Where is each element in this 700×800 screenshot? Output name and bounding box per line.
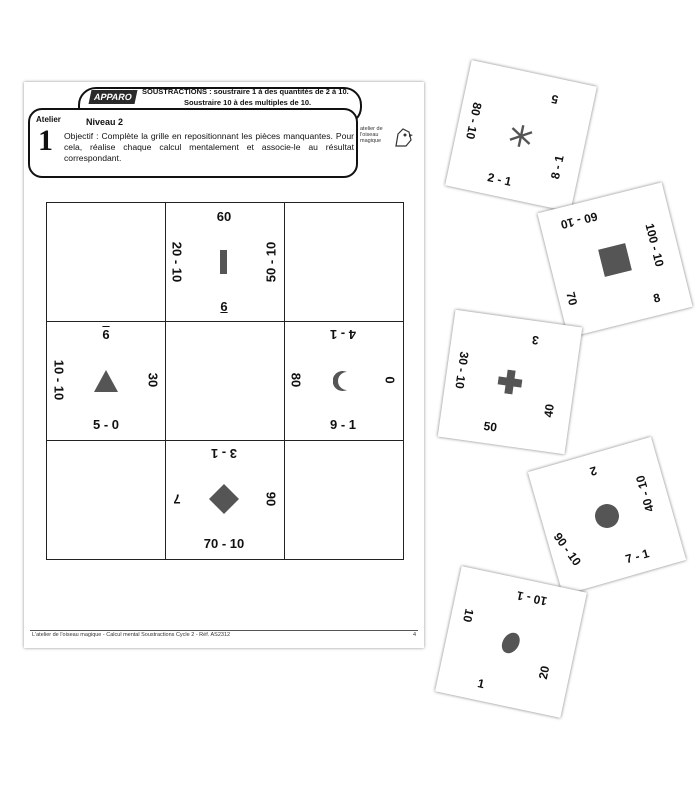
card-bottom-value: 7 - 1	[623, 546, 651, 567]
crescent-icon	[333, 370, 355, 392]
plus-icon	[496, 368, 523, 395]
piece-right-value: 0	[382, 376, 398, 384]
piece-left-value: 80	[288, 372, 304, 388]
piece-right-value: 30	[145, 372, 161, 388]
card-right-value: 40	[541, 403, 557, 419]
card-bottom-value: 50	[482, 418, 498, 435]
circle-icon	[592, 501, 622, 531]
card-right-value: 20	[535, 664, 553, 681]
card-right-value: 8 - 1	[547, 154, 567, 181]
asterisk-icon	[507, 122, 535, 150]
atelier-label: Atelier	[36, 115, 61, 124]
card-left-value: 70	[563, 290, 581, 307]
oval-icon	[497, 630, 525, 657]
piece-top-value: 4 - 1	[329, 327, 357, 342]
piece-top-value: 3 - 1	[210, 446, 238, 461]
card-top-value: 10 - 1	[515, 588, 549, 609]
card-bottom-value: 2 - 1	[486, 170, 513, 189]
piece-bottom-value: 5 - 0	[92, 417, 120, 432]
publisher-logo	[360, 126, 418, 156]
niveau-label: Niveau 2	[86, 117, 124, 127]
brand-logo: APPARO	[89, 90, 138, 104]
grid-piece-middle-right	[284, 321, 402, 439]
piece-right-value: 90	[263, 491, 279, 507]
piece-right-value: 50 - 10	[263, 241, 279, 283]
piece-left-value: 7	[173, 491, 181, 507]
title-line-1: SOUSTRACTIONS : soustraire 1 à des quantités de 2 à 10.	[142, 87, 349, 96]
loose-card-asterisk[interactable]	[445, 60, 597, 212]
footer-divider	[30, 630, 418, 631]
card-top-value: 3	[531, 332, 540, 348]
piece-bottom-value: 6	[220, 299, 228, 314]
card-left-value: 80 - 10	[463, 101, 485, 141]
piece-bottom-value: 70 - 10	[203, 536, 245, 551]
puzzle-grid	[46, 202, 404, 560]
card-left-value: 90 - 10	[550, 530, 584, 569]
piece-left-value: 20 - 10	[169, 241, 185, 283]
piece-left-value: 10 - 10	[51, 359, 67, 401]
piece-top-value: 60	[216, 209, 232, 224]
card-bottom-value: 8	[651, 290, 662, 306]
grid-piece-top-middle	[165, 203, 283, 321]
grid-piece-bottom-middle	[165, 440, 283, 558]
empty-cell[interactable]	[47, 203, 165, 321]
logo-text: atelier de l'oiseau magique	[360, 126, 383, 144]
square-icon	[598, 243, 632, 277]
page-number: 4	[412, 632, 416, 638]
card-top-value: 5	[550, 91, 560, 107]
bird-icon	[392, 126, 414, 150]
loose-card-plus[interactable]	[438, 310, 583, 455]
objective-text: Objectif : Complète la grille en repositionnant les pièces manquantes. Pour cela, réalise chaque calcul mentalement et associe-le au résultat correspondant.	[64, 131, 354, 163]
card-right-value: 40 - 10	[633, 473, 657, 514]
empty-cell[interactable]	[165, 321, 283, 439]
piece-top-value: 6	[102, 327, 110, 342]
card-top-value: 2	[588, 463, 599, 479]
empty-cell[interactable]	[284, 440, 402, 558]
card-right-value: 100 - 10	[642, 221, 667, 269]
loose-card-circle[interactable]	[528, 437, 686, 595]
empty-cell[interactable]	[284, 203, 402, 321]
grid-piece-middle-left	[47, 321, 165, 439]
atelier-number: 1	[38, 124, 53, 157]
card-left-value: 30 - 10	[452, 350, 472, 390]
diamond-icon	[209, 484, 239, 514]
title-line-2: Soustraire 10 à des multiples de 10.	[184, 98, 312, 107]
rectangle-icon	[218, 250, 230, 274]
worksheet	[24, 82, 424, 648]
card-top-value: 60 - 10	[559, 209, 599, 232]
card-bottom-value: 1	[476, 676, 486, 692]
loose-card-oval[interactable]	[435, 566, 587, 718]
card-left-value: 10	[460, 607, 477, 624]
footer-text: L'atelier de l'oiseau magique - Calcul mental Soustractions Cycle 2 - Réf. AS2312	[32, 632, 231, 638]
empty-cell[interactable]	[47, 440, 165, 558]
triangle-icon	[94, 370, 118, 392]
piece-bottom-value: 9 - 1	[329, 417, 357, 432]
